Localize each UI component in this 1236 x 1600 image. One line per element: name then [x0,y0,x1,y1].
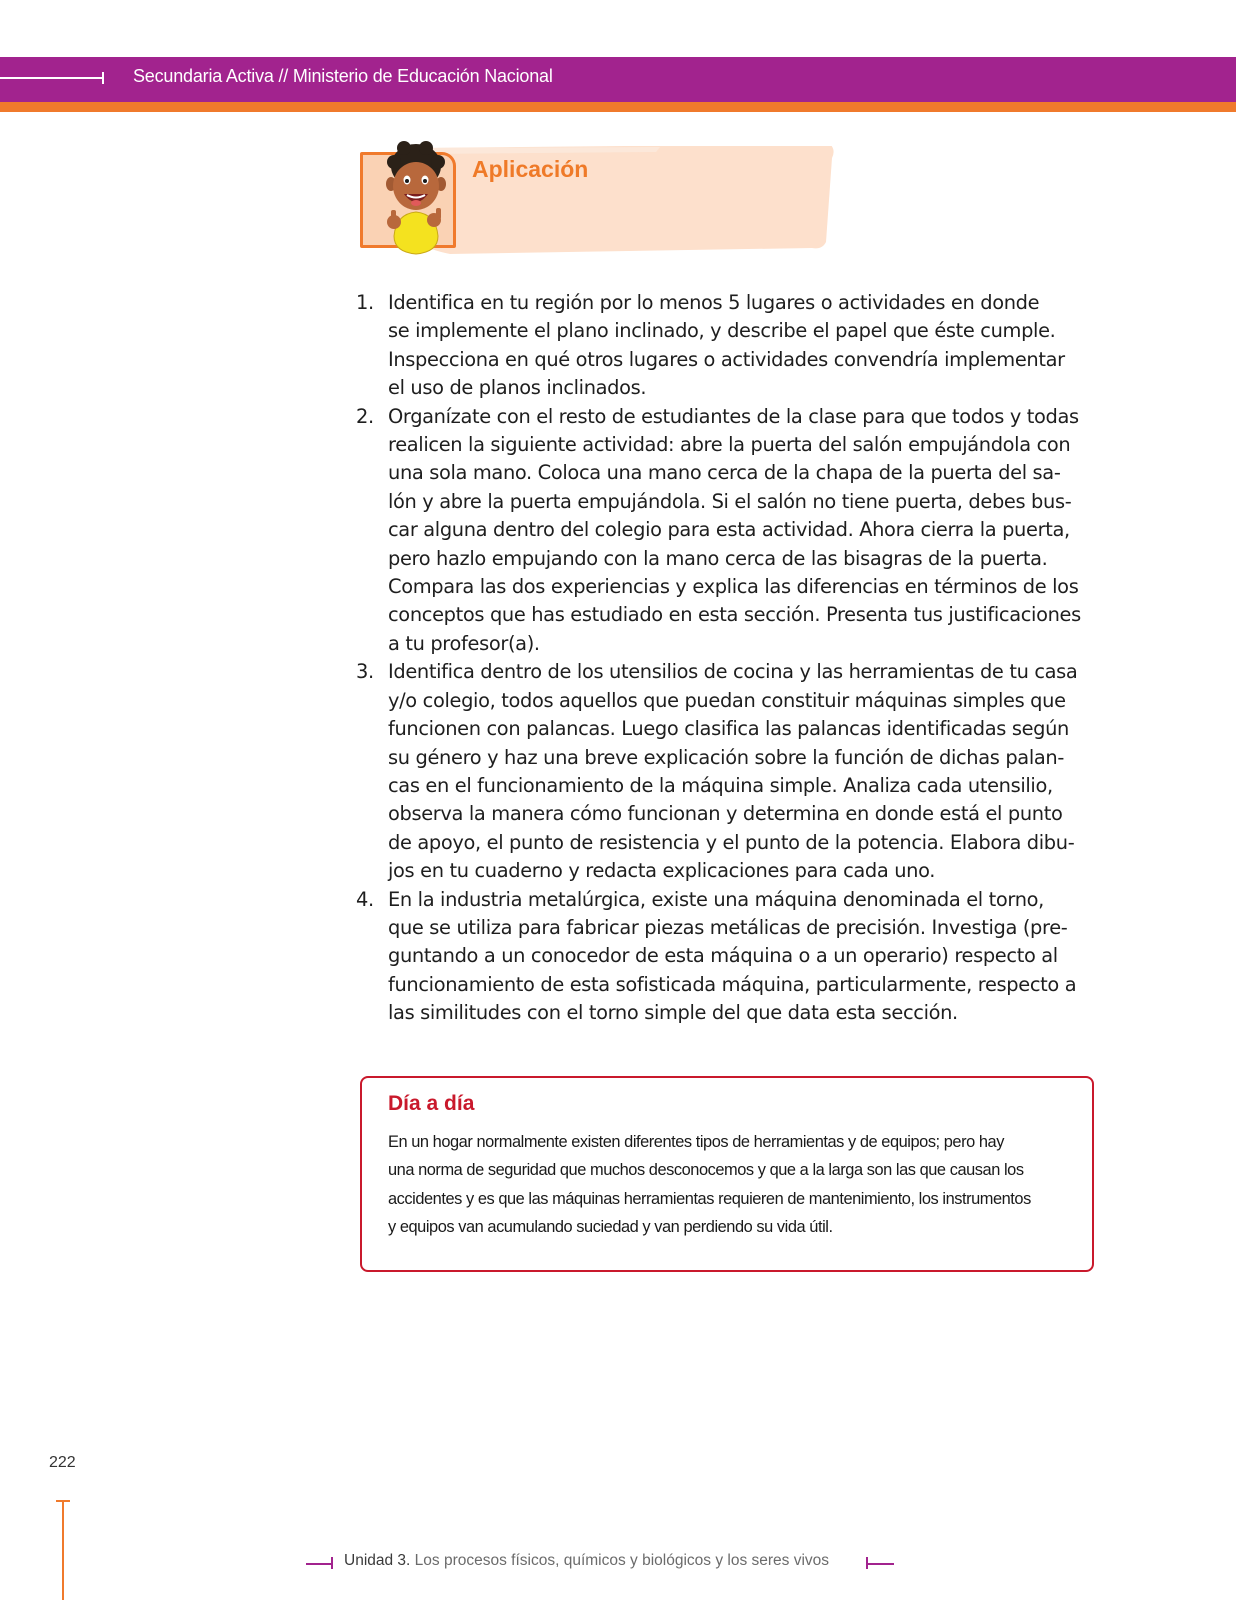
exercise-line: cas en el funcionamiento de la máquina simple. Analiza cada utensilio, [388,773,1053,797]
exercise-line: Identifica en tu región por lo menos 5 lugares o actividades en donde [388,291,1040,314]
footer-unit-label: Unidad 3. [344,1552,411,1569]
exercise-item [356,289,1096,403]
header-rule [0,77,104,79]
dia-a-dia-line: En un hogar normalmente existen diferentes tipos de herramientas y de equipos; pero hay [388,1133,1004,1151]
dia-a-dia-title: Día a día [388,1092,475,1115]
footer-left-tick [331,1557,333,1569]
exercise-line: car alguna dentro del colegio para esta actividad. Ahora cierra la puerta, [388,518,1070,542]
exercise-line: una sola mano. Coloca una mano cerca de la chapa de la puerta del sa- [388,461,1061,485]
exercise-line: jos en tu cuaderno y redacta explicaciones para cada uno. [388,859,936,883]
footer-left-dash [306,1563,332,1565]
header-rule-tick [102,72,104,84]
footer-margin-tick [56,1500,70,1502]
aplicacion-banner [360,146,838,256]
exercise-item [356,886,1096,1028]
footer-right-dash [866,1563,894,1565]
dia-a-dia-line: accidentes y es que las máquinas herramientas requieren de mantenimiento, los instrumentos [388,1189,1031,1208]
exercise-line: el uso de planos inclinados. [388,376,647,400]
dia-a-dia-line: una norma de seguridad que muchos desconocemos y que a la larga son las que causan los [388,1161,1024,1180]
exercise-line: Compara las dos experiencias y explica las diferencias en términos de los [388,575,1079,599]
header-accent-stripe [0,102,1236,112]
exercise-line: su género y haz una breve explicación sobre la función de dichas palan- [388,745,1064,769]
exercise-number: 3. [356,660,374,684]
exercise-number: 1. [356,291,374,314]
footer-unit [344,1552,934,1570]
footer-right-tick [866,1557,868,1569]
exercise-item [356,403,1096,659]
header-title: Secundaria Activa // Ministerio de Educación Nacional [133,66,553,86]
exercise-line: conceptos que has estudiado en esta sección. Presenta tus justificaciones [388,603,1081,627]
exercise-line: funcionen con palancas. Luego clasifica las palancas identificadas según [388,717,1069,741]
exercise-line: pero hazlo empujando con la mano cerca de las bisagras de la puerta. [388,546,1048,570]
exercise-line: observa la manera cómo funcionan y determina en donde está el punto [388,802,1063,826]
exercise-line: En la industria metalúrgica, existe una máquina denominada el torno, [388,887,1044,911]
dia-a-dia-line: y equipos van acumulando suciedad y van perdiendo su vida útil. [388,1217,833,1236]
exercise-line: se implemente el plano inclinado, y describe el papel que éste cumple. [388,319,1056,343]
exercise-line: a tu profesor(a). [388,631,540,655]
footer-unit-title: Los procesos físicos, químicos y biológicos y los seres vivos [414,1552,830,1569]
exercise-line: las similitudes con el torno simple del que data esta sección. [388,1001,958,1025]
dia-a-dia-box [360,1076,1094,1272]
page-number: 222 [49,1454,76,1471]
exercise-list [356,289,1096,1028]
exercise-line: guntando a un conocedor de esta máquina o a un operario) respecto al [388,944,1058,968]
student-character-icon [380,140,454,256]
exercise-line: que se utiliza para fabricar piezas metálicas de precisión. Investiga (pre- [388,915,1068,939]
exercise-line: Organízate con el resto de estudiantes de la clase para que todos y todas [388,404,1079,428]
exercise-line: realicen la siguiente actividad: abre la puerta del salón empujándola con [388,433,1071,457]
footer-margin-rule [62,1500,64,1600]
aplicacion-title: Aplicación [472,156,589,182]
exercise-line: de apoyo, el punto de resistencia y el punto de la potencia. Elabora dibu- [388,830,1075,854]
exercise-line: Identifica dentro de los utensilios de cocina y las herramientas de tu casa [388,660,1078,684]
exercise-number: 2. [356,404,374,428]
exercise-line: lón y abre la puerta empujándola. Si el salón no tiene puerta, debes bus- [388,489,1072,513]
exercise-line: y/o colegio, todos aquellos que puedan constituir máquinas simples que [388,688,1066,712]
exercise-line: funcionamiento de esta sofisticada máquina, particularmente, respecto a [388,972,1077,996]
exercise-line: Inspecciona en qué otros lugares o actividades convendría implementar [388,347,1065,371]
exercise-item [356,658,1096,885]
dia-a-dia-text [388,1128,1068,1241]
exercise-number: 4. [356,887,374,911]
